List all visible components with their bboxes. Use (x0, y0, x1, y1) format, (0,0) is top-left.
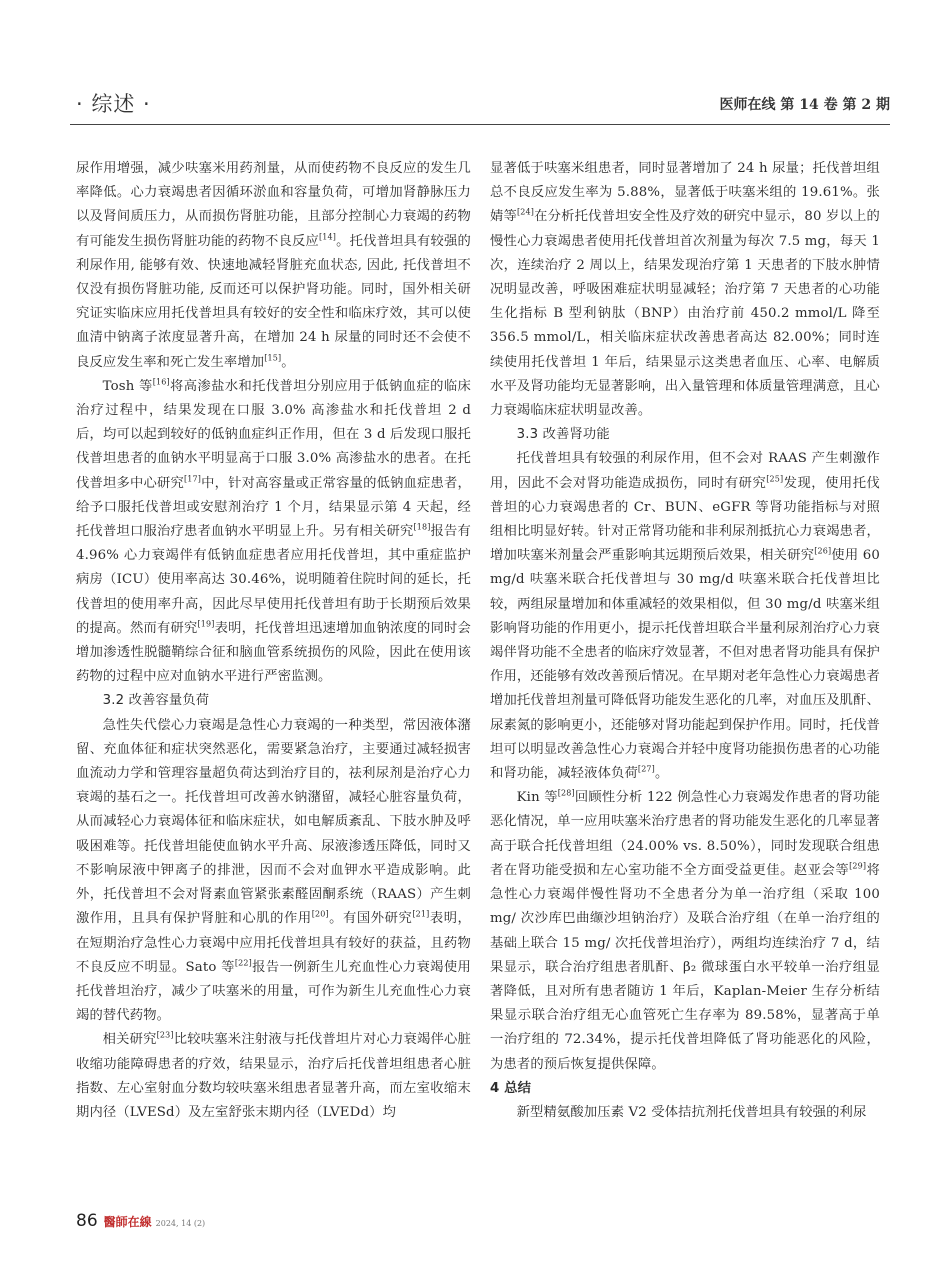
body-paragraph (490, 1101, 880, 1125)
text-run: 托伐普坦具有较强的利尿作用，但不会对 RAAS 产生刺激作用，因此不会对肾功能造成损伤，同时有研究 (490, 451, 880, 491)
text-run: 将急性心力衰竭伴慢性肾功不全患者分为单一治疗组（采取 100 mg/ 次沙库巴曲缬沙坦钠治疗）及联合治疗组（在单一治疗组的基础上联合 15 mg/ 次托伐普坦治疗），两组均连续治疗 7 d，结果显示，联合治疗组患者肌酐、β₂ 微球蛋白水平较单一治疗组显著降低，且对所有患者随访 1 年后，Kaplan-Meier 生存分析结果显示联合治疗组无心血管死亡生存率为 89.58%，显著高于单一治疗组的 72.34%，提示托伐普坦降低了肾功能恶化的风险，为患者的预后恢复提供保障。 (490, 862, 881, 1072)
citation-ref: [21] (412, 909, 430, 919)
citation-ref: [20] (311, 909, 329, 919)
text-run: 表明，在短期治疗急性心力衰竭中应用托伐普坦具有较好的获益，且药物不良反应不明显。Sato 等 (76, 911, 472, 975)
text-run: 报告有 4.96% 心力衰竭伴有低钠血症患者应用托伐普坦，其中重症监护病房（ICU）使用率高达 30.46%，说明随着住院时间的延长，托伐普坦的使用率升高，因此尽早使用托伐普坦有助于长期预后效果的提高。然而有研究 (76, 524, 471, 636)
left-text-column (76, 157, 471, 1125)
text-run: 尿作用增强，减少呋塞米用药剂量，从而使药物不良反应的发生几率降低。心力衰竭患者因循环淤血和容量负荷，可增加肾静脉压力以及肾间质压力，从而损伤肾脏功能，且部分控制心力衰竭的药物有可能发生损伤肾脏功能的药物不良反应 (76, 161, 471, 249)
citation-ref: [17] (184, 474, 202, 484)
text-run: 新型精氨酸加压素 V2 受体拮抗剂托伐普坦具有较强的利尿 (516, 1104, 867, 1120)
body-paragraph (76, 157, 471, 375)
citation-ref: [19] (197, 619, 215, 629)
text-run: Tosh 等 (102, 378, 153, 394)
citation-ref: [26] (814, 546, 832, 556)
issue-info: 2024, 14 (2) (155, 1219, 206, 1228)
body-paragraph (490, 786, 880, 1076)
citation-ref: [29] (849, 861, 867, 871)
citation-ref: [24] (517, 207, 535, 217)
text-run: 。 (281, 354, 295, 370)
journal-volume-info: 医师在线 第 14 卷 第 2 期 (719, 97, 890, 113)
text-run: 发现，使用托伐普坦的心力衰竭患者的 Cr、BUN、eGFR 等肾功能指标与对照组相比明显好转。针对正常肾功能和非利尿剂抵抗心力衰竭患者，增加呋塞米剂量会严重影响其远期预后效果，相关研究 (490, 475, 880, 564)
section-label: · 综述 · (76, 92, 151, 116)
page-footer (76, 1211, 205, 1231)
text-run: 。有国外研究 (328, 911, 413, 927)
text-run: 急性失代偿心力衰竭是急性心力衰竭的一种类型，常因液体潴留、充血体征和症状突然恶化，需要紧急治疗，主要通过减轻损害血流动力学和管理容量超负荷达到治疗目的，祛利尿剂是治疗心力衰竭的基石之一。托伐普坦可改善水钠潴留，减轻心脏容量负荷，从而减轻心力衰竭体征和临床症状，如电解质紊乱、下肢水肿及呼吸困难等。托伐普坦能使血钠水平升高、尿液渗透压降低，同时又不影响尿液中钾离子的排泄，因而不会对血钾水平造成影响。此外，托伐普坦不会对肾素血管紧张素醛固酮系统（RAAS）产生刺激作用，且具有保护肾脏和心肌的作用 (76, 717, 471, 927)
text-run: 使用 60 mg/d 呋塞米联合托伐普坦与 30 mg/d 呋塞米联合托伐普坦比较，两组尿量增加和体重减轻的效果相似，但 30 mg/d 呋塞米组影响肾功能的作用更小，提示托伐普坦联合半量利尿剂治疗心力衰竭伴肾功能不全患者的临床疗效显著，不但对患者肾功能具有保护作用，还能够有效改善预后情况。在早期对老年急性心力衰竭患者增加托伐普坦剂量可降低肾功能发生恶化的几率，对血压及肌酐、尿素氮的影响更小，还能够对肾功能起到保护作用。同时，托伐普坦可以明显改善急性心力衰竭合并轻中度肾功能损伤患者的心功能和肾功能，减轻液体负荷 (490, 548, 880, 782)
citation-ref: [27] (637, 764, 655, 774)
citation-ref: [28] (557, 788, 575, 798)
body-paragraph (76, 1028, 471, 1125)
body-paragraph (490, 157, 880, 423)
section-heading: 3.2 改善容量负荷 (102, 693, 210, 709)
text-run: 报告一例新生儿充血性心力衰竭使用托伐普坦治疗，减少了呋塞米的用量，可作为新生儿充血性心力衰竭的替代药物。 (76, 959, 471, 1024)
text-run: 相关研究 (102, 1032, 157, 1048)
section-heading: 3.3 改善肾功能 (516, 427, 610, 443)
text-run: 将高渗盐水和托伐普坦分别应用于低钠血症的临床治疗过程中，结果发现在口服 3.0% 高渗盐水和托伐普坦 2 d 后，均可以起到较好的低钠血症纠正作用，但在 3 d 后发现口服托伐普坦患者的血钠水平明显高于口服 3.0% 高渗盐水的患者。在托伐普坦多中心研究 (76, 378, 471, 491)
header-divider (70, 124, 890, 125)
citation-ref: [15] (264, 353, 282, 363)
text-run: 比较呋塞米注射液与托伐普坦片对心力衰竭伴心脏收缩功能障碍患者的疗效，结果显示，治疗后托伐普坦组患者心脏指数、左心室射血分数均较呋塞米组患者显著升高，而左室收缩末期内径（LVESd）及左室舒张末期内径（LVEDd）均 (76, 1032, 471, 1120)
text-run: 回顾性分析 122 例急性心力衰竭发作患者的肾功能恶化情况，单一应用呋塞米治疗患者的肾功能发生恶化的几率显著高于联合托伐普坦组（24.00% vs. 8.50%），同时发现联合组患者在肾功能受损和左心室功能不全方面受益更佳。赵亚会等 (490, 790, 880, 878)
text-run: 在分析托伐普坦安全性及疗效的研究中显示，80 岁以上的慢性心力衰竭患者使用托伐普坦首次剂量为每次 7.5 mg，每天 1 次，连续治疗 2 周以上，结果发现治疗第 1 天患者的下肢水肿情况明显改善，呼吸困难症状明显减轻；治疗第 7 天患者的心功能生化指标 B 型利钠肽（BNP）由治疗前 450.2 mmol/L 降至 356.5 mmol/L，相关临床症状改善患者高达 82.00%；同时连续使用托伐普坦 1 年后，结果显示这类患者血压、心率、电解质水平及肾功能均无显著影响，出入量管理和体质量管理满意，且心力衰竭临床症状明显改善。 (490, 209, 880, 419)
body-paragraph (76, 375, 471, 690)
text-run: 。 (654, 766, 669, 782)
citation-ref: [18] (413, 522, 431, 532)
citation-ref: [14] (318, 232, 337, 242)
page-number: 86 (76, 1211, 98, 1231)
right-text-column (490, 157, 880, 1125)
text-run: 中，针对高容量或正常容量的低钠血症患者，给予口服托伐普坦或安慰剂治疗 1 个月，结果显示第 4 天起，经托伐普坦口服治疗患者血钠水平明显上升。另有相关研究 (76, 475, 472, 540)
citation-ref: [16] (152, 377, 170, 387)
text-run: Kin 等 (516, 790, 558, 806)
citation-ref: [23] (156, 1030, 174, 1040)
section-heading: 4 总结 (490, 1080, 532, 1096)
text-run: 。托伐普坦具有较强的利尿作用, 能够有效、快速地减轻肾脏充血状态, 因此, 托伐普坦不仅没有损伤肾脏功能, 反而还可以保护肾功能。同时，国外相关研究证实临床应用托伐普坦具有较好的安全性和临床疗效，其可以使血清中钠离子浓度显著升高，在增加 24 h 尿量的同时还不会使不良反应发生率和死亡发生率增加 (76, 233, 472, 370)
journal-logo: 醫師在線 (103, 1215, 152, 1229)
text-run: 显著低于呋塞米组患者，同时显著增加了 24 h 尿量；托伐普坦组总不良反应发生率为 5.88%，显著低于呋塞米组的 19.61%。张婧等 (490, 161, 880, 225)
citation-ref: [22] (234, 958, 252, 968)
text-run: 表明，托伐普坦迅速增加血钠浓度的同时会增加渗透性脱髓鞘综合征和脑血管系统损伤的风险，因此在使用该药物的过程中应对血钠水平进行严密监测。 (76, 620, 471, 685)
body-paragraph (76, 714, 471, 1029)
citation-ref: [25] (766, 474, 784, 484)
body-paragraph (490, 447, 880, 786)
